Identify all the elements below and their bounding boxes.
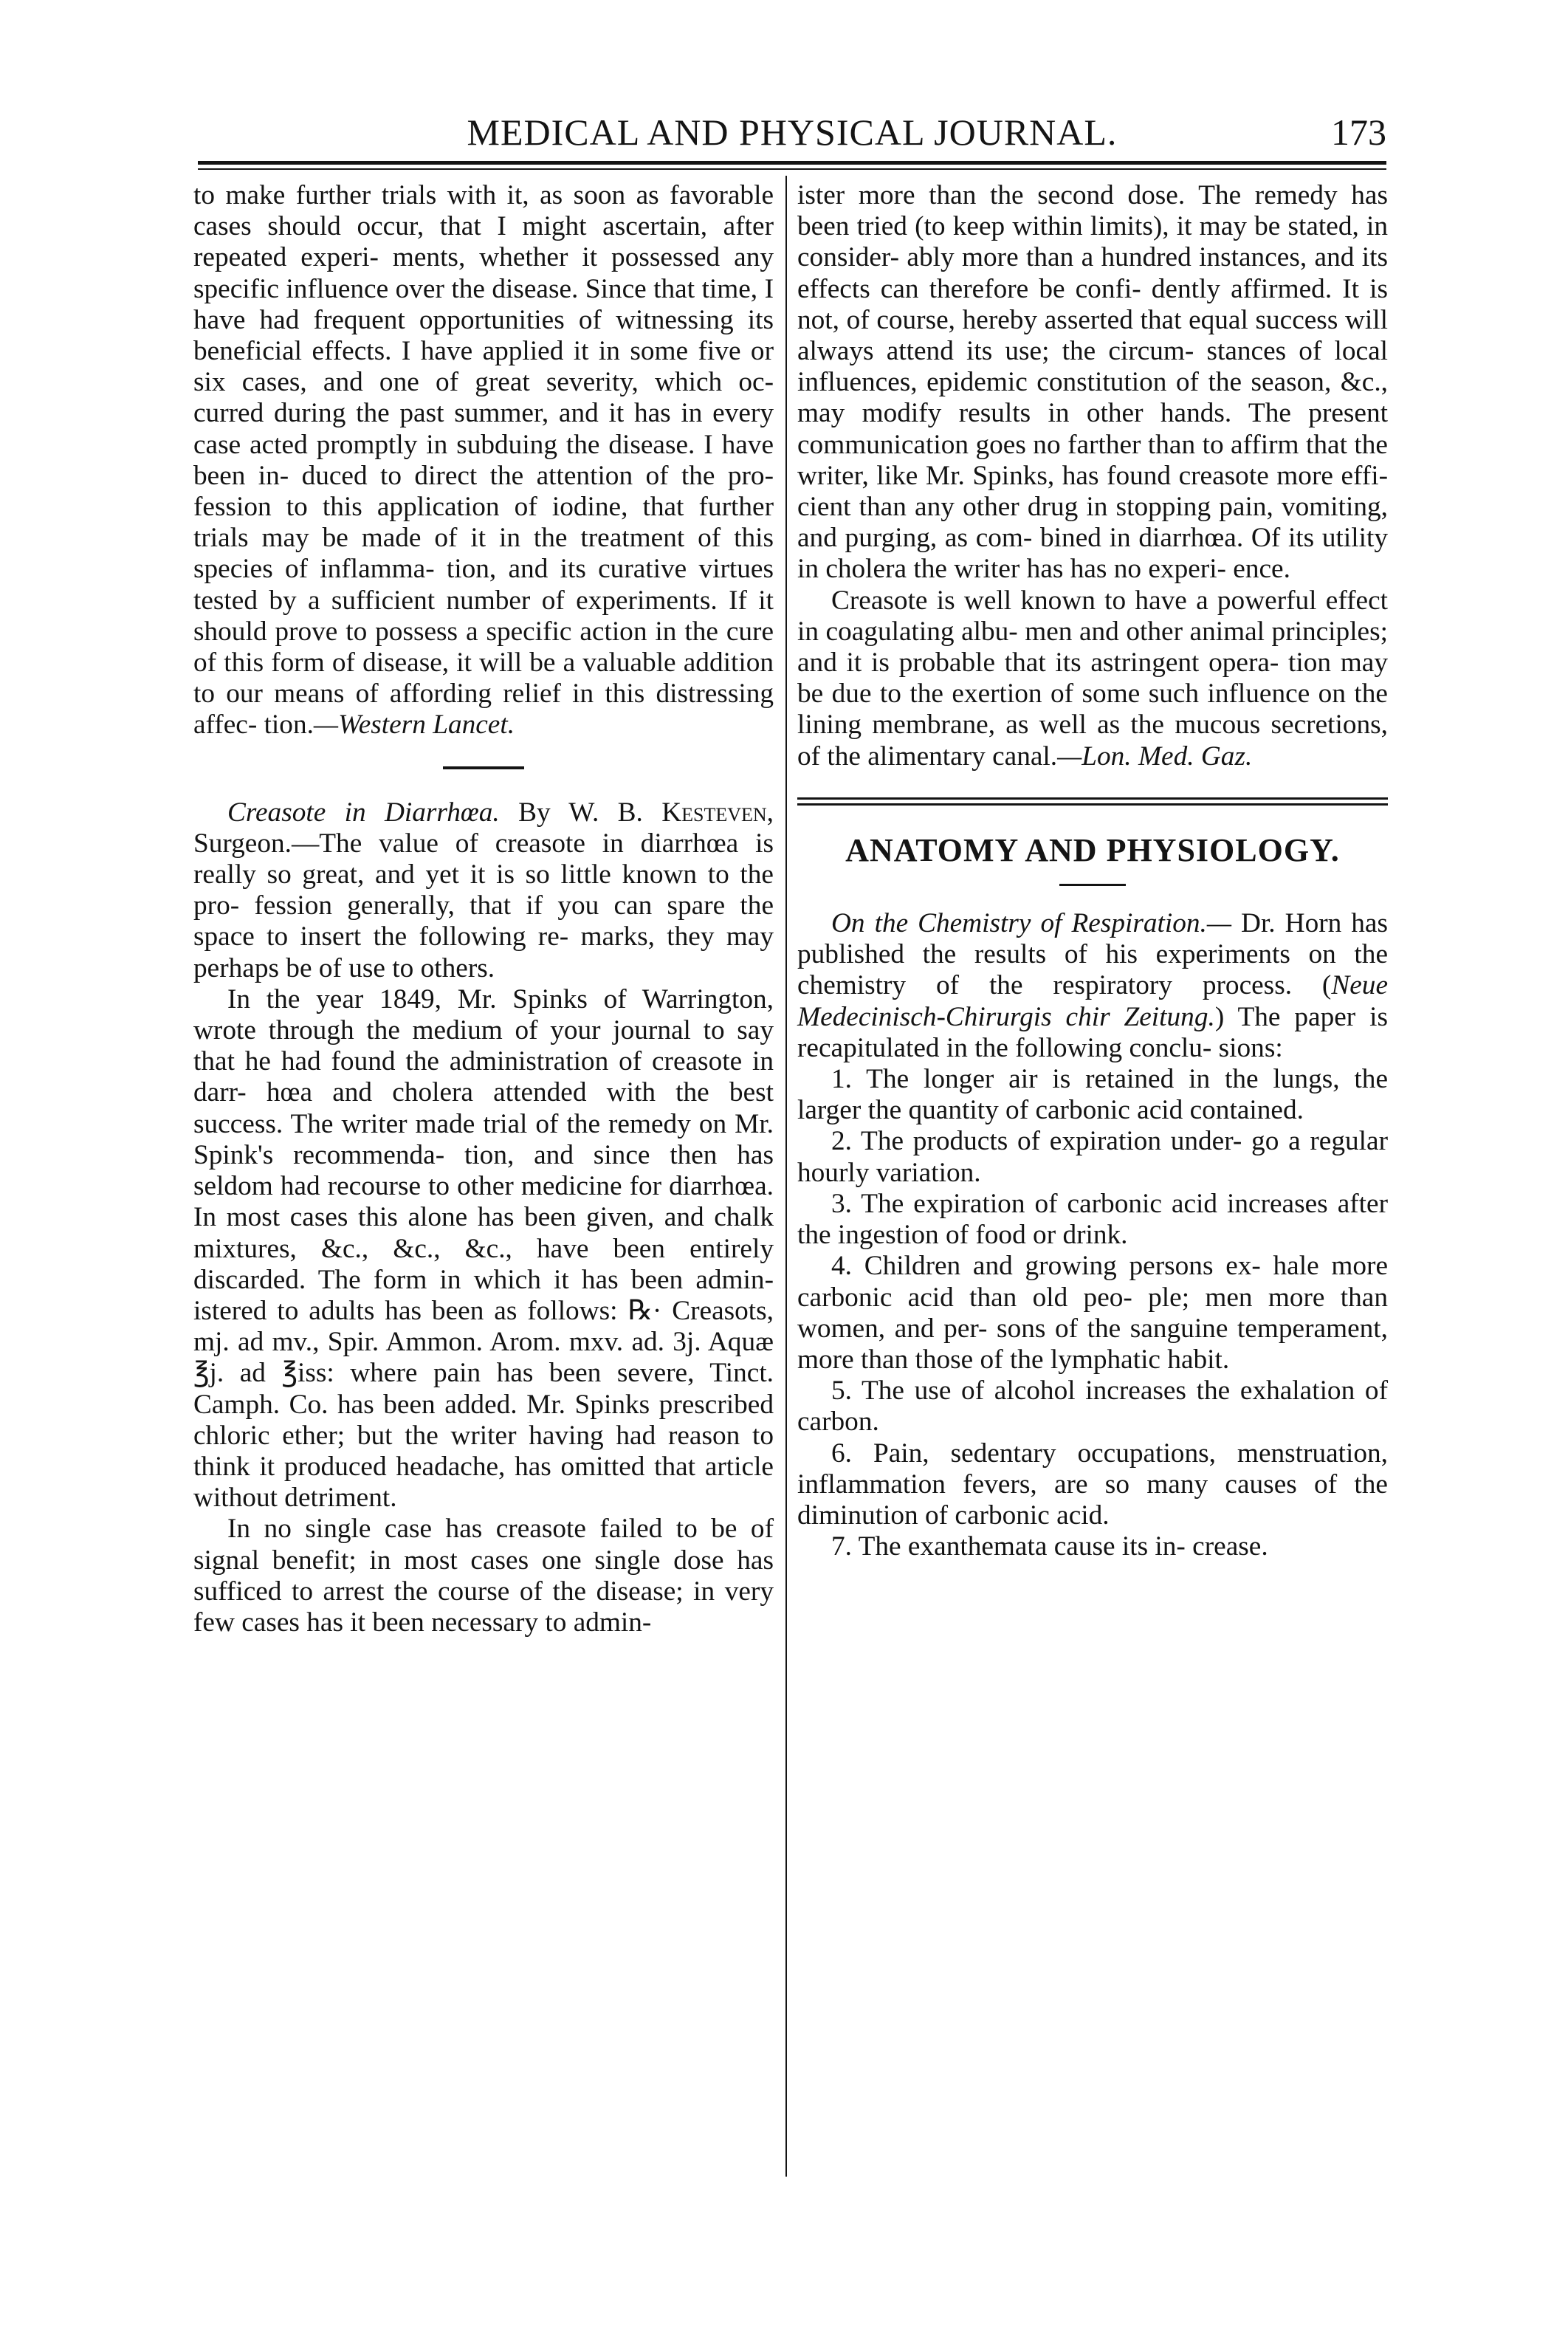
section-rule-lower <box>797 803 1388 806</box>
article-separator <box>443 766 524 769</box>
page-number: 173 <box>1331 111 1386 153</box>
heading-separator <box>1059 884 1126 886</box>
article-title: On the Chemistry of Respiration.— <box>831 908 1232 939</box>
journal-name: Neue Medecinisch-Chirurgis chir Zeitung. <box>797 970 1388 1032</box>
article-title: Creasote in Diarrhœa. <box>227 797 500 828</box>
conclusion-item: 5. The use of alcohol increases the exhalation of carbon. <box>797 1376 1388 1438</box>
creasote-article-intro: Creasote in Diarrhœa. By W. B. Kesteven, Surgeon.—The value of creasote in diarrhœa is really so great, and yet it is so little known to the pro- fession generally, that if you can spare the space to insert the following re- marks, they may perhaps be of use to others. <box>193 797 774 983</box>
source-citation: —Lon. Med. Gaz. <box>1057 741 1253 772</box>
paragraph-1849: In the year 1849, Mr. Spinks of Warrington, wrote through the medium of your journal to say that he had found the administration of creasote in darr- hœa and cholera attended with the best success. The writer made trial of the remedy on Mr. Spink's recommenda- tion, and since then has seldom had recourse to other medicine for diarrhœa. In most cases this alone has been given, and chalk mixtures, &c., &c., &c., have been entirely discarded. The form in which it has been admin- istered to adults has been as follows: ℞· Creasots, mj. ad mv., Spir. Ammon. Arom. mxv. ad. 3j. Aquæ ℥j. ad ℥iss: where pain has been severe, Tinct. Camph. Co. has been added. Mr. Spinks prescribed chloric ether; but the writer having had reason to think it produced headache, has omitted that article without detriment. <box>193 983 774 1514</box>
respiration-article-intro: On the Chemistry of Respiration.— Dr. Horn has published the results of his experiments on the chemistry of the respiratory process. (Neue Medecinisch-Chirurgis chir Zeitung.) The paper is recapitulated in the following conclu- sions: <box>797 908 1389 1063</box>
paragraph-no-single-case: In no single case has creasote failed to be of signal benefit; in most cases one single dose has sufficed to arrest the course of the disease; in very few cases has it been necessary to admin- <box>193 1514 774 1638</box>
conclusion-item: 4. Children and growing persons ex- hale more carbonic acid than old peo- ple; men more than women, and per- sons of the sanguine temperament, more than those of the lymphatic habit. <box>797 1251 1388 1375</box>
conclusion-item: 7. The exanthemata cause its in- crease. <box>831 1531 1268 1562</box>
conclusion-item: 2. The products of expiration under- go a regular hourly variation. <box>797 1126 1388 1188</box>
header-rule-thin <box>198 168 1386 170</box>
section-heading: ANATOMY AND PHYSIOLOGY. <box>845 831 1340 868</box>
right-column <box>797 180 1388 1562</box>
continued-creasote-text: ister more than the second dose. The remedy has been tried (to keep within limits), it may be stated, in consider- ably more than a hundred instances, and its effects can therefore be confi- dently affirmed. It is not, of course, hereby asserted that equal success will always attend its use; the circum- stances of local influences, epidemic constitution of the season, &c., may modify results in other hands. The present communication goes no farther than to affirm that the writer, like Mr. Spinks, has found creasote more effi- cient than any other drug in stopping pain, vomiting, and purging, as com- bined in diarrhœa. Of its utility in cholera the writer has has no experi- ence. <box>797 180 1388 585</box>
page-header <box>198 111 1386 155</box>
running-title: MEDICAL AND PHYSICAL JOURNAL. <box>467 111 1118 153</box>
conclusion-item: 6. Pain, sedentary occupations, menstruation, inflammation fevers, are so many causes of the diminution of carbonic acid. <box>797 1438 1388 1531</box>
conclusion-item: 3. The expiration of carbonic acid increases after the ingestion of food or drink. <box>797 1188 1388 1251</box>
column-divider <box>785 176 787 2177</box>
section-rule-upper <box>797 797 1388 800</box>
continued-article-text: to make further trials with it, as soon as favorable cases should occur, that I might ascertain, after repeated experi- ments, whether it possessed any specific influence over the disease. Since that time, I have had frequent opportunities of witnessing its beneficial effects. I have applied it in some five or six cases, and one of great severity, which oc- curred during the past summer, and it has in every case acted promptly in subduing the disease. I have been in- duced to direct the attention of the pro- fession to this application of iodine, that further trials may be made of it in the treatment of this species of inflamma- tion, and its curative virtues tested by a sufficient number of experiments. If it should prove to possess a specific action in the cure of this form of disease, it will be a valuable addition to our means of affording relief in this distressing affec- tion.—Western Lancet. <box>193 180 774 741</box>
source-citation: —Western Lancet. <box>313 710 515 741</box>
paragraph-well-known: Creasote is well known to have a powerful effect in coagulating albu- men and other animal principles; and it is probable that its astringent opera- tion may be due to the exertion of some such influence on the lining membrane, as well as the mucous secretions, of the alimentary canal.—Lon. Med. Gaz. <box>797 585 1388 772</box>
conclusion-item: 1. The longer air is retained in the lungs, the larger the quantity of carbonic acid contained. <box>797 1064 1388 1126</box>
header-rule-thick <box>198 161 1386 165</box>
article-author: Kesteven, <box>661 797 774 828</box>
left-column <box>193 180 774 1638</box>
